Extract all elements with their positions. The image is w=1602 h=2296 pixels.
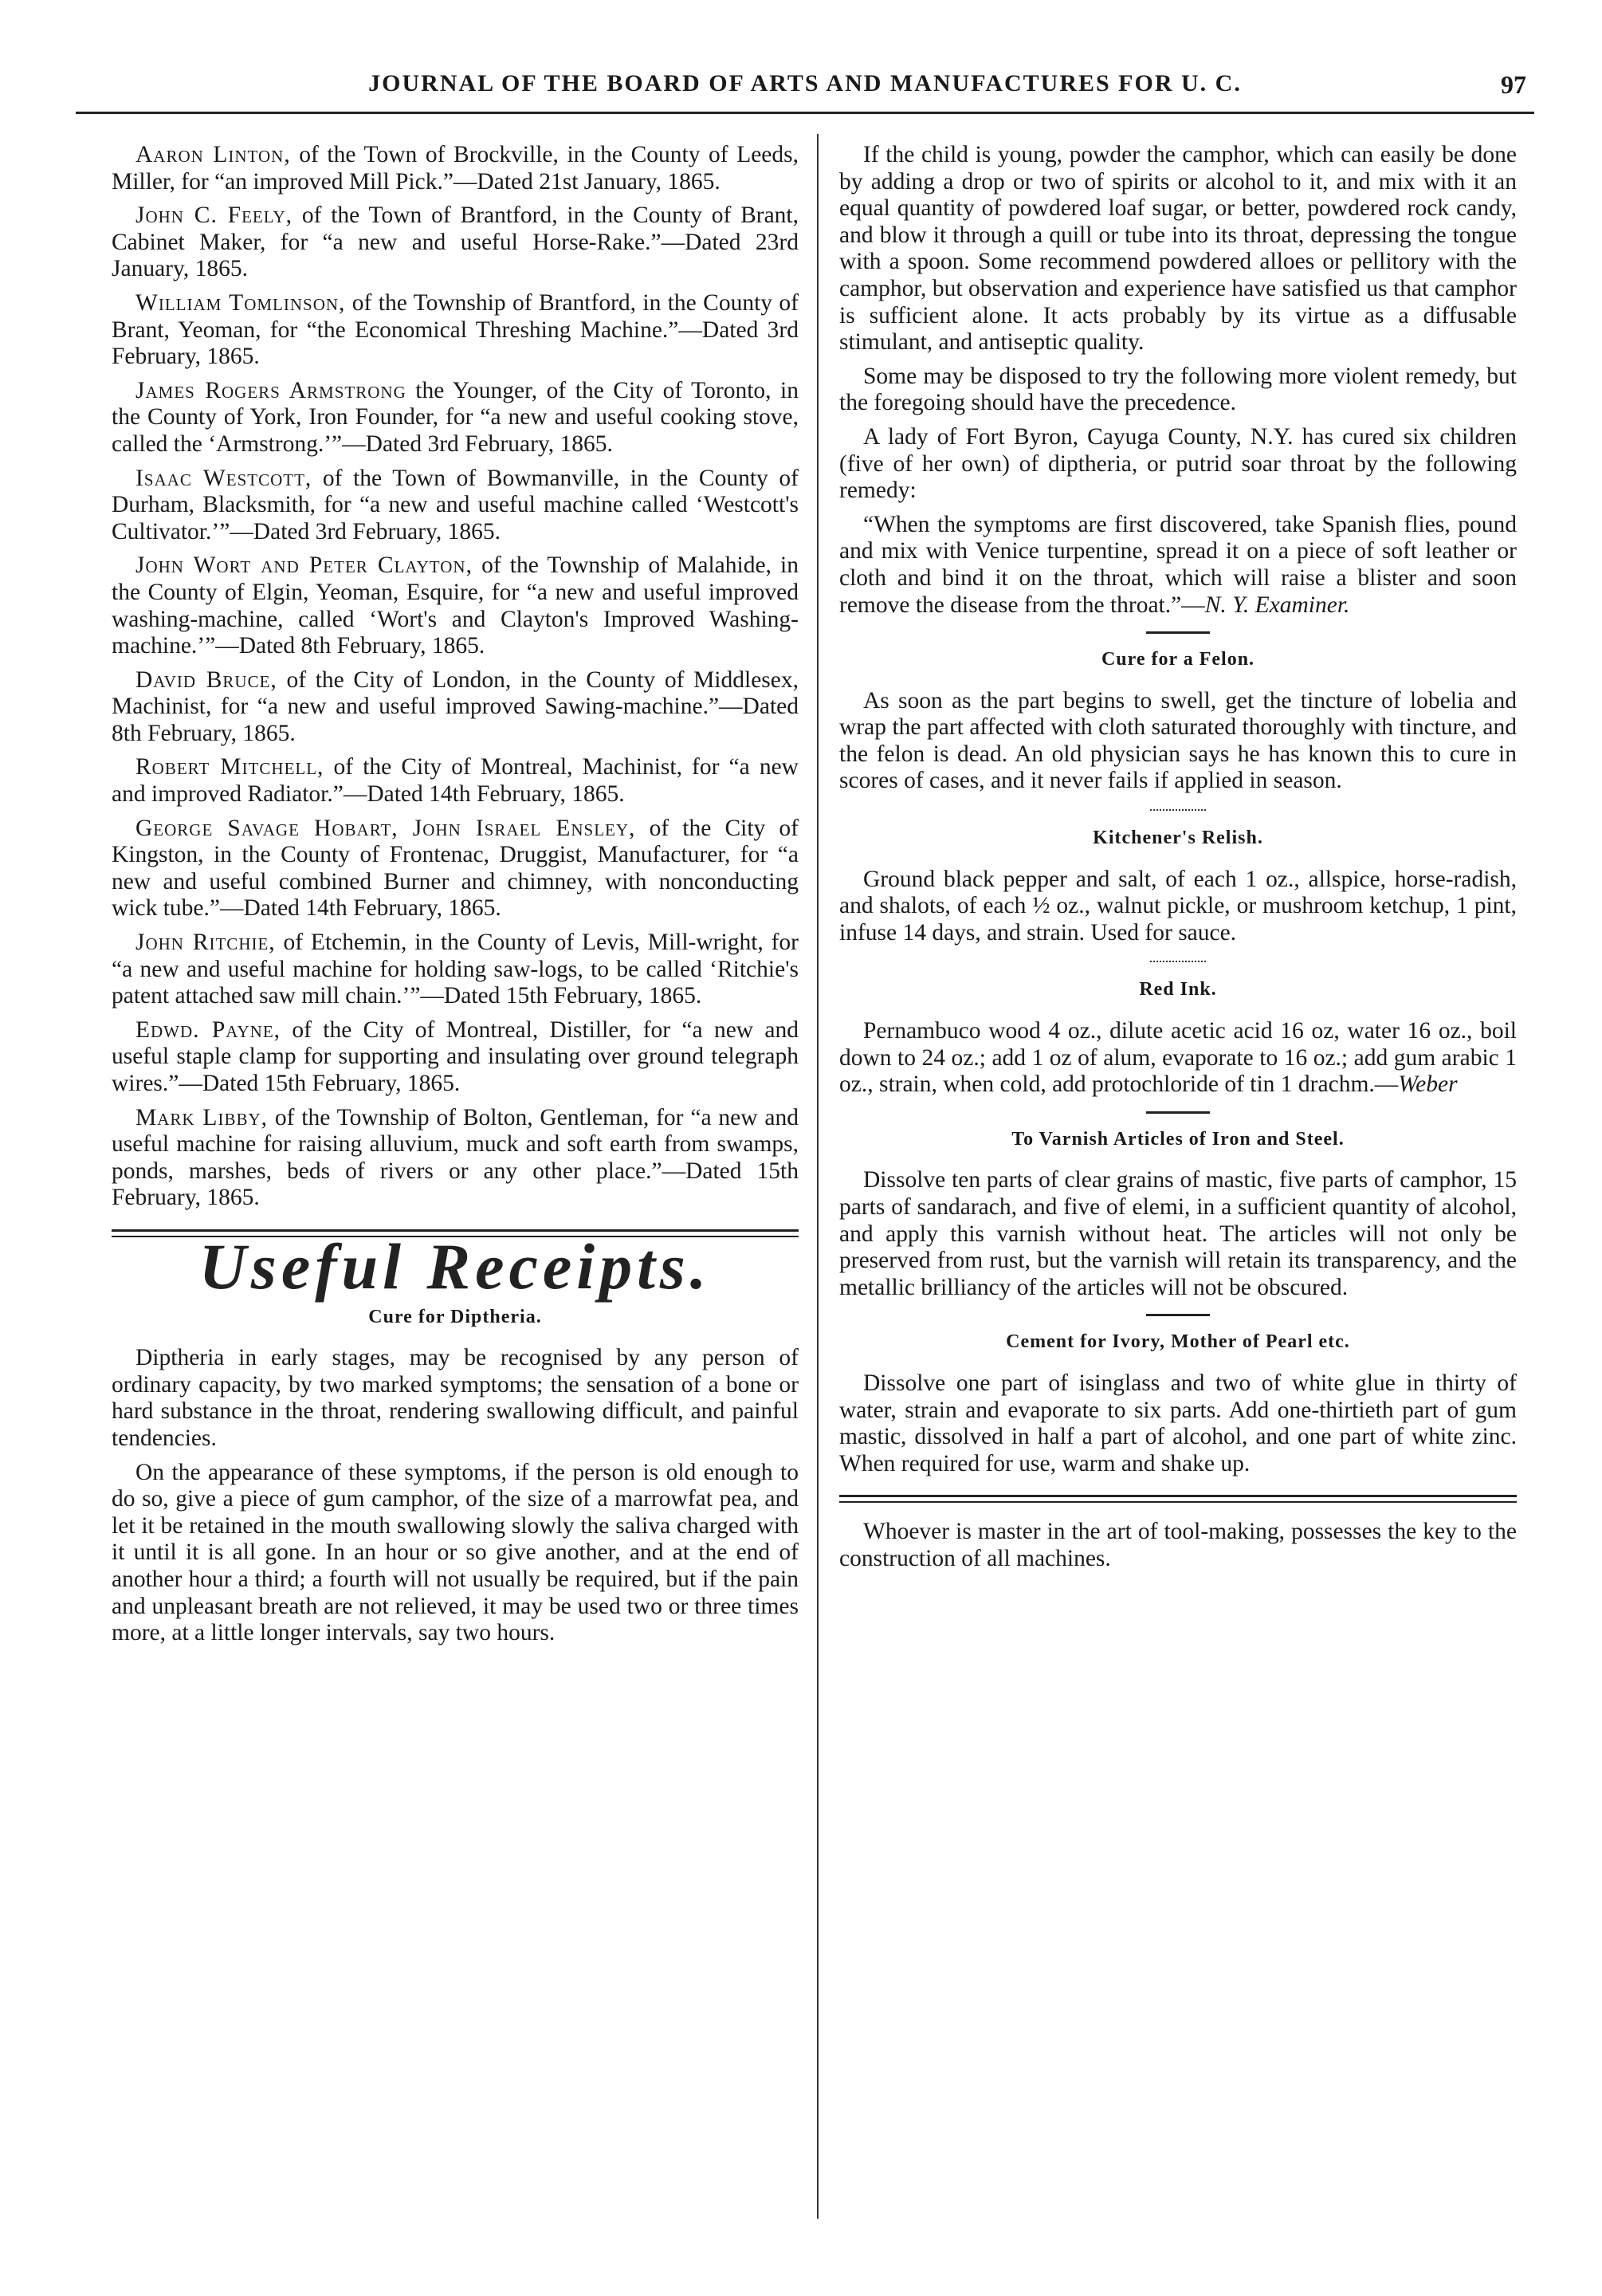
paragraph: Some may be disposed to try the following more violent remedy, but the foregoing should have the precedence. — [839, 363, 1517, 416]
paragraph: Ground black pepper and salt, of each 1 oz., allspice, horse-radish, and shalots, of each ½ oz., walnut pickle, or mushroom ketchup, 1 pint, infuse 14 days, and strain. Used for sauce. — [839, 866, 1517, 946]
patent-description: of the Town of Bowmanville, in the County of Durham, Blacksmith, for “a new and useful machine called ‘Westcott's Cultivator.’”—Dated 3rd February, 1865. — [112, 465, 799, 545]
patentee-name: Aaron Linton, — [135, 142, 291, 167]
patent-entry — [112, 754, 799, 808]
patent-description: of the City of Montreal, Distiller, for “a new and useful staple clamp for supporting and insulating over ground telegraph wires.”—Dated 15th February, 1865. — [112, 1016, 799, 1096]
patent-description: of Etchemin, in the County of Levis, Mill-wright, for “a new and useful machine for holding saw-logs, to be called ‘Ritchie's patent attached saw mill chain.’”—Dated 15th February, 1865. — [112, 930, 799, 1009]
patent-entry — [112, 667, 799, 748]
patentee-name: David Bruce, — [135, 666, 277, 693]
paragraph: A lady of Fort Byron, Cayuga County, N.Y. has cured six children (five of her own) of diptheria, or putrid soar throat by the following remedy: — [839, 423, 1517, 504]
patentee-name: Edwd. Payne, — [135, 1016, 281, 1043]
patent-entry — [112, 1017, 799, 1098]
patent-entry — [112, 930, 799, 1010]
patentee-name: John Wort and Peter Clayton, — [135, 552, 473, 579]
patent-description: of the Town of Brockville, in the County of Leeds, Miller, for “an improved Mill Pick.”—Dated 21st January, 1865. — [112, 142, 799, 195]
recipe-heading-varnish: To Varnish Articles of Iron and Steel. — [1011, 1128, 1345, 1150]
paragraph: If the child is young, powder the camphor, which can easily be done by adding a drop or two of spirits or alcohol to it, and mix with it an equal quantity of powdered loaf sugar, or better, powdered rock candy, and blow it through a quill or tube into its throat, depressing the tongue with a spoon. Some recommend powdered alloes or pellitory with the camphor, but observation and experience have satisfied us that camphor is sufficient alone. It acts probably by its virtue as a diffusable stimulant, and antiseptic quality. — [839, 142, 1517, 356]
recipe-heading-cement: Cement for Ivory, Mother of Pearl etc. — [1006, 1331, 1350, 1353]
patentee-name: Robert Mitchell, — [135, 754, 324, 780]
patent-description: of the City of London, in the County of Middlesex, Machinist, for “a new and useful improved Sawing-machine.”—Dated 8th February, 1865. — [112, 666, 799, 746]
patentee-name: Isaac Westcott, — [135, 465, 312, 491]
running-title: JOURNAL OF THE BOARD OF ARTS AND MANUFACTURES FOR U. C. — [368, 70, 1242, 96]
source-attribution: Weber — [1398, 1071, 1458, 1098]
divider — [1146, 1111, 1210, 1114]
paragraph: On the appearance of these symptoms, if the person is old enough to do so, give a piece of gum camphor, of the size of a marrowfat pea, and let it be retained in the mouth swallowing slowly the saliva charged with it until it is all gone. In an hour or so give another, and at the end of another hour a third; a fourth will not usually be required, but if the pain and unpleasant breath are not relieved, it may be used two or three times more, at a little longer intervals, say two hours. — [112, 1459, 799, 1646]
page-number: 97 — [1501, 70, 1526, 99]
patent-entry — [112, 142, 799, 195]
patent-entry — [112, 378, 799, 458]
patent-entry — [112, 816, 799, 922]
patent-description: of the Township of Brantford, in the County of Brant, Yeoman, for “the Economical Threshing Machine.”—Dated 3rd February, 1865. — [112, 289, 799, 370]
section-title: Useful Receipts. — [198, 1229, 712, 1303]
patent-entry — [112, 552, 799, 659]
patent-entry — [112, 202, 799, 283]
patentee-name: William Tomlinson, — [135, 289, 346, 316]
paragraph: Diptheria in early stages, may be recognised by any person of ordinary capacity, by two marked symptoms; the sensation of a bone or hard substance in the throat, rendering swallowing difficult, and painful tendencies. — [112, 1345, 799, 1451]
patentee-name: John Ritchie, — [135, 930, 276, 956]
patentee-name: John C. Feely, — [135, 202, 293, 229]
patent-entry — [112, 466, 799, 546]
patent-list — [112, 142, 799, 1212]
divider — [1150, 961, 1206, 962]
recipe-heading-felon: Cure for a Felon. — [1101, 649, 1255, 670]
column-divider — [817, 134, 819, 2219]
divider — [1150, 809, 1206, 811]
patent-description: of the Township of Bolton, Gentleman, for “a new and useful machine for raising alluvium, muck and soft earth from swamps, ponds, marshes, beds of rivers or any other place.”—Dated 15th February, 1865. — [112, 1104, 799, 1211]
left-column — [112, 142, 799, 1654]
paragraph: As soon as the part begins to swell, get the tincture of lobelia and wrap the part affected with cloth saturated thoroughly with tincture, and the felon is dead. An old physician says he has known this to cure in scores of cases, and it never fails if applied in season. — [839, 687, 1517, 794]
right-column — [839, 142, 1517, 1580]
recipe-heading-diptheria: Cure for Diptheria. — [368, 1306, 542, 1327]
paragraph: Dissolve one part of isinglass and two of white glue in thirty of water, strain and evaporate to six parts. Add one-thirtieth part of gum mastic, dissolved in half a part of alcohol, and one part of white zinc. When required for use, warm and shake up. — [839, 1370, 1517, 1476]
patent-description: of the Town of Brantford, in the County of Brant, Cabinet Maker, for “a new and useful Horse-Rake.”—Dated 23rd January, 1865. — [112, 202, 799, 282]
source-attribution: N. Y. Examiner. — [1204, 592, 1350, 618]
patent-entry — [112, 1105, 799, 1212]
divider — [1146, 631, 1210, 634]
closing-paragraph: Whoever is master in the art of tool-making, possesses the key to the construction of all machines. — [839, 1519, 1517, 1571]
page-header — [76, 70, 1534, 114]
paragraph — [839, 512, 1517, 619]
patent-entry — [112, 290, 799, 371]
quote-text: “When the symptoms are first discovered, take Spanish flies, pound and mix with Venice turpentine, spread it on a piece of soft leather or cloth and bind it on the throat, which will raise a blister and soon remove the disease from the throat.”— — [839, 511, 1517, 618]
patent-description: of the City of Kingston, in the County of Frontenac, Druggist, Manufacturer, for “a new and useful combined Burner and chimney, with nonconducting wick tube.”—Dated 14th February, 1865. — [112, 815, 799, 922]
paragraph: Dissolve ten parts of clear grains of mastic, five parts of camphor, 15 parts of sandarach, and five of elemi, in a sufficient quantity of alcohol, and apply this varnish without heat. The articles will not only be preserved from rust, but the varnish will retain its transparency, and the metallic brilliancy of the articles will not be obscured. — [839, 1167, 1517, 1300]
recipe-heading-kitchener: Kitchener's Relish. — [1093, 828, 1263, 849]
recipe-text: Pernambuco wood 4 oz., dilute acetic acid 16 oz, water 16 oz., boil down to 24 oz.; add 1 oz of alum, evaporate to 16 oz.; add gum arabic 1 oz., strain, when cold, add protochloride of tin 1 drachm.— — [839, 1018, 1517, 1098]
patentee-name: George Savage Hobart, John Israel Ensley, — [135, 815, 636, 841]
divider — [1146, 1314, 1210, 1316]
patent-description: of the Township of Malahide, in the County of Elgin, Yeoman, Esquire, for “a new and useful improved washing-machine, called ‘Wort's and Clayton's Improved Washing-machine.’”—Dated 8th February, 1865. — [112, 552, 799, 659]
patent-description: of the City of Montreal, Machinist, for “a new and improved Radiator.”—Dated 14th February, 1865. — [112, 754, 799, 808]
patent-description: the Younger, of the City of Toronto, in the County of York, Iron Founder, for “a new and useful cooking stove, called the ‘Armstrong.’”—Dated 3rd February, 1865. — [112, 377, 799, 457]
patentee-name: Mark Libby, — [135, 1104, 268, 1130]
patentee-name: James Rogers Armstrong — [135, 377, 406, 403]
paragraph — [839, 1018, 1517, 1099]
section-divider — [839, 1495, 1517, 1503]
recipe-heading-red-ink: Red Ink. — [1139, 979, 1217, 1001]
